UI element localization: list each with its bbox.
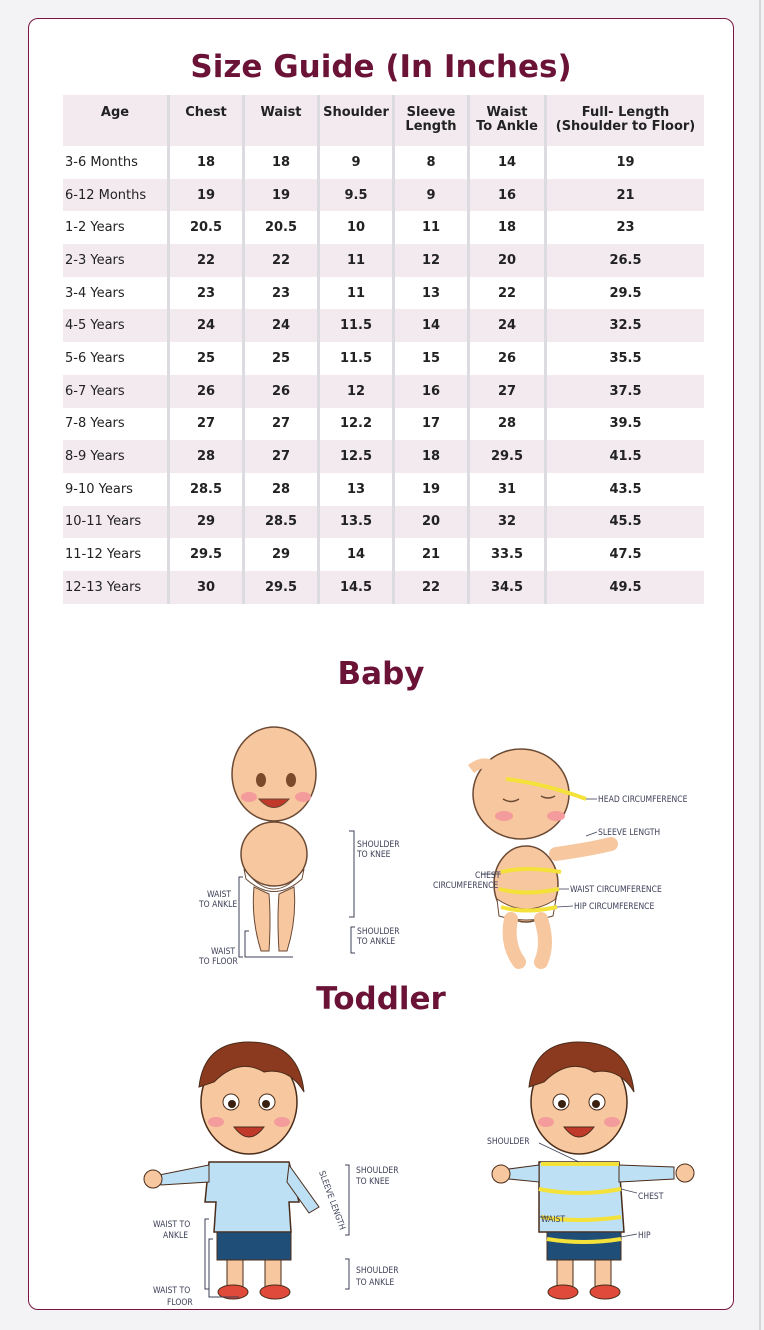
cell-full-length: 39.5 xyxy=(609,416,642,432)
cell-full-length: 32.5 xyxy=(609,318,642,334)
table-row xyxy=(63,146,704,179)
cell-shoulder: 14.5 xyxy=(320,571,395,604)
label-shoulder-to-knee-1: SHOULDER xyxy=(357,840,400,850)
cell-waist-to-ankle: 18 xyxy=(470,211,547,244)
label-waist-to-ankle-1: WAIST xyxy=(207,890,232,900)
label-waist-to-floor-2: TO FLOOR xyxy=(199,957,238,967)
cell-age: 11-12 Years xyxy=(63,538,170,571)
cell-waist-to-ankle: 24 xyxy=(470,309,547,342)
cell-chest: 28.5 xyxy=(170,473,245,506)
cell-waist: 28 xyxy=(245,473,320,506)
table-row xyxy=(63,375,704,408)
cell-chest: 19 xyxy=(170,179,245,212)
toddler-label-shoulder: SHOULDER xyxy=(487,1137,530,1147)
header-chest: Chest xyxy=(170,95,245,146)
cell-chest: 30 xyxy=(170,571,245,604)
toddler-label-waist-to-ankle-1: WAIST TO xyxy=(153,1220,191,1230)
cell-waist: 27 xyxy=(245,440,320,473)
table-row xyxy=(63,538,704,571)
cell-full-length: 21 xyxy=(616,187,635,203)
cell-age: 1-2 Years xyxy=(63,211,170,244)
cell-full-length: 47.5 xyxy=(609,547,642,563)
label-head-circumference: HEAD CIRCUMFERENCE xyxy=(598,795,688,805)
toddler-label-waist-to-ankle-2: ANKLE xyxy=(163,1231,189,1241)
cell-full-length: 19 xyxy=(616,154,635,170)
cell-chest: 28 xyxy=(170,440,245,473)
cell-waist-to-ankle: 26 xyxy=(470,342,547,375)
cell-waist: 26 xyxy=(245,375,320,408)
cell-waist: 22 xyxy=(245,244,320,277)
cell-waist-to-ankle: 33.5 xyxy=(470,538,547,571)
cell-shoulder: 11 xyxy=(320,244,395,277)
cell-age: 8-9 Years xyxy=(63,440,170,473)
cell-waist-to-ankle: 16 xyxy=(470,179,547,212)
cell-age: 9-10 Years xyxy=(63,473,170,506)
table-row xyxy=(63,342,704,375)
label-waist-to-floor-1: WAIST xyxy=(211,947,236,957)
cell-sleeve-length: 13 xyxy=(395,277,470,310)
cell-shoulder: 9.5 xyxy=(320,179,395,212)
cell-shoulder: 12 xyxy=(320,375,395,408)
cell-waist-to-ankle: 14 xyxy=(470,146,547,179)
page-title: Size Guide (In Inches) xyxy=(190,49,572,85)
cell-full-length: 26.5 xyxy=(609,252,642,268)
label-waist-circumference: WAIST CIRCUMFERENCE xyxy=(570,885,662,895)
cell-shoulder: 12.5 xyxy=(320,440,395,473)
cell-sleeve-length: 17 xyxy=(395,408,470,441)
size-guide-card xyxy=(28,18,734,1310)
table-row xyxy=(63,309,704,342)
toddler-label-waist-to-floor-1: WAIST TO xyxy=(153,1286,191,1296)
cell-sleeve-length: 15 xyxy=(395,342,470,375)
toddler-label-shoulder-to-knee-2: TO KNEE xyxy=(356,1177,390,1187)
label-hip-circumference: HIP CIRCUMFERENCE xyxy=(574,902,655,912)
cell-full-length: 43.5 xyxy=(609,481,642,497)
table-row xyxy=(63,506,704,539)
baby-measured-figure xyxy=(471,749,611,962)
toddler-label-sleeve-length: SLEEVE LENGTH xyxy=(316,1169,347,1232)
cell-sleeve-length: 22 xyxy=(395,571,470,604)
label-shoulder-to-knee-2: TO KNEE xyxy=(357,850,391,860)
table-row xyxy=(63,277,704,310)
table-header xyxy=(63,95,704,146)
toddler-front-illustration xyxy=(119,1027,399,1308)
cell-waist: 18 xyxy=(245,146,320,179)
cell-full-length: 29.5 xyxy=(609,285,642,301)
cell-waist: 29.5 xyxy=(245,571,320,604)
cell-shoulder: 9 xyxy=(320,146,395,179)
cell-waist: 20.5 xyxy=(245,211,320,244)
toddler-label-waist: WAIST xyxy=(541,1215,566,1225)
cell-age: 5-6 Years xyxy=(63,342,170,375)
cell-waist-to-ankle: 20 xyxy=(470,244,547,277)
cell-waist-to-ankle: 32 xyxy=(470,506,547,539)
table-row xyxy=(63,211,704,244)
toddler-measured-figure xyxy=(492,1042,694,1299)
cell-waist-to-ankle: 22 xyxy=(470,277,547,310)
cell-waist: 24 xyxy=(245,309,320,342)
cell-age: 6-12 Months xyxy=(63,179,170,212)
cell-age: 3-4 Years xyxy=(63,277,170,310)
label-shoulder-to-ankle-2: TO ANKLE xyxy=(357,937,396,947)
cell-chest: 29.5 xyxy=(170,538,245,571)
header-waist: Waist xyxy=(245,95,320,146)
cell-age: 2-3 Years xyxy=(63,244,170,277)
cell-full-length: 23 xyxy=(616,220,635,236)
baby-side-illustration xyxy=(401,724,701,964)
cell-chest: 18 xyxy=(170,146,245,179)
cell-sleeve-length: 14 xyxy=(395,309,470,342)
cell-age: 7-8 Years xyxy=(63,408,170,441)
cell-full-length: 35.5 xyxy=(609,350,642,366)
header-shoulder: Shoulder xyxy=(320,95,395,146)
cell-waist-to-ankle: 34.5 xyxy=(470,571,547,604)
cell-sleeve-length: 16 xyxy=(395,375,470,408)
cell-shoulder: 12.2 xyxy=(320,408,395,441)
cell-shoulder: 14 xyxy=(320,538,395,571)
toddler-label-hip: HIP xyxy=(638,1231,651,1241)
toddler-label-shoulder-to-ankle-2: TO ANKLE xyxy=(356,1278,395,1288)
cell-chest: 23 xyxy=(170,277,245,310)
table-row xyxy=(63,440,704,473)
cell-waist: 27 xyxy=(245,408,320,441)
header-waist-to-ankle: Waist To Ankle xyxy=(470,95,547,146)
toddler-label-shoulder-to-knee-1: SHOULDER xyxy=(356,1166,399,1176)
cell-sleeve-length: 20 xyxy=(395,506,470,539)
label-waist-to-ankle-2: TO ANKLE xyxy=(199,900,238,910)
cell-full-length: 49.5 xyxy=(609,579,642,595)
cell-shoulder: 13.5 xyxy=(320,506,395,539)
table-row xyxy=(63,179,704,212)
cell-shoulder: 13 xyxy=(320,473,395,506)
label-sleeve-length: SLEEVE LENGTH xyxy=(598,828,661,838)
cell-waist: 23 xyxy=(245,277,320,310)
cell-chest: 26 xyxy=(170,375,245,408)
cell-age: 4-5 Years xyxy=(63,309,170,342)
cell-full-length: 37.5 xyxy=(609,383,642,399)
cell-waist-to-ankle: 31 xyxy=(470,473,547,506)
table-row xyxy=(63,571,704,604)
cell-sleeve-length: 12 xyxy=(395,244,470,277)
cell-waist-to-ankle: 28 xyxy=(470,408,547,441)
toddler-measured-illustration xyxy=(449,1027,709,1299)
cell-waist: 19 xyxy=(245,179,320,212)
header-sleeve-length: Sleeve Length xyxy=(395,95,470,146)
label-shoulder-to-ankle-1: SHOULDER xyxy=(357,927,400,937)
cell-chest: 27 xyxy=(170,408,245,441)
cell-chest: 20.5 xyxy=(170,211,245,244)
cell-waist: 25 xyxy=(245,342,320,375)
baby-front-illustration xyxy=(169,719,400,967)
label-chest-circumference-2: CIRCUMFERENCE xyxy=(433,881,499,891)
cell-sleeve-length: 18 xyxy=(395,440,470,473)
header-full-length: Full- Length (Shoulder to Floor) xyxy=(555,105,696,134)
cell-shoulder: 10 xyxy=(320,211,395,244)
cell-sleeve-length: 19 xyxy=(395,473,470,506)
cell-age: 10-11 Years xyxy=(63,506,170,539)
table-body xyxy=(63,146,704,604)
cell-sleeve-length: 8 xyxy=(395,146,470,179)
cell-shoulder: 11.5 xyxy=(320,309,395,342)
toddler-figure xyxy=(144,1042,319,1299)
cell-chest: 29 xyxy=(170,506,245,539)
baby-figure xyxy=(232,727,316,951)
baby-section-title: Baby xyxy=(337,656,425,692)
cell-chest: 25 xyxy=(170,342,245,375)
cell-full-length: 45.5 xyxy=(609,514,642,530)
toddler-label-waist-to-floor-2: FLOOR xyxy=(167,1298,193,1308)
cell-waist: 29 xyxy=(245,538,320,571)
cell-shoulder: 11.5 xyxy=(320,342,395,375)
toddler-label-chest: CHEST xyxy=(638,1192,664,1202)
toddler-section-title: Toddler xyxy=(316,981,446,1017)
cell-full-length: 41.5 xyxy=(609,449,642,465)
cell-sleeve-length: 21 xyxy=(395,538,470,571)
label-chest-circumference-1: CHEST xyxy=(475,871,501,881)
size-table xyxy=(63,95,704,604)
toddler-label-shoulder-to-ankle-1: SHOULDER xyxy=(356,1266,399,1276)
cell-waist: 28.5 xyxy=(245,506,320,539)
cell-chest: 24 xyxy=(170,309,245,342)
table-row xyxy=(63,473,704,506)
cell-age: 3-6 Months xyxy=(63,146,170,179)
page-edge-line xyxy=(759,0,761,1330)
table-row xyxy=(63,408,704,441)
cell-shoulder: 11 xyxy=(320,277,395,310)
cell-chest: 22 xyxy=(170,244,245,277)
cell-sleeve-length: 11 xyxy=(395,211,470,244)
cell-waist-to-ankle: 29.5 xyxy=(470,440,547,473)
header-age: Age xyxy=(63,95,170,146)
cell-waist-to-ankle: 27 xyxy=(470,375,547,408)
table-row xyxy=(63,244,704,277)
cell-age: 6-7 Years xyxy=(63,375,170,408)
cell-sleeve-length: 9 xyxy=(395,179,470,212)
cell-age: 12-13 Years xyxy=(63,571,170,604)
